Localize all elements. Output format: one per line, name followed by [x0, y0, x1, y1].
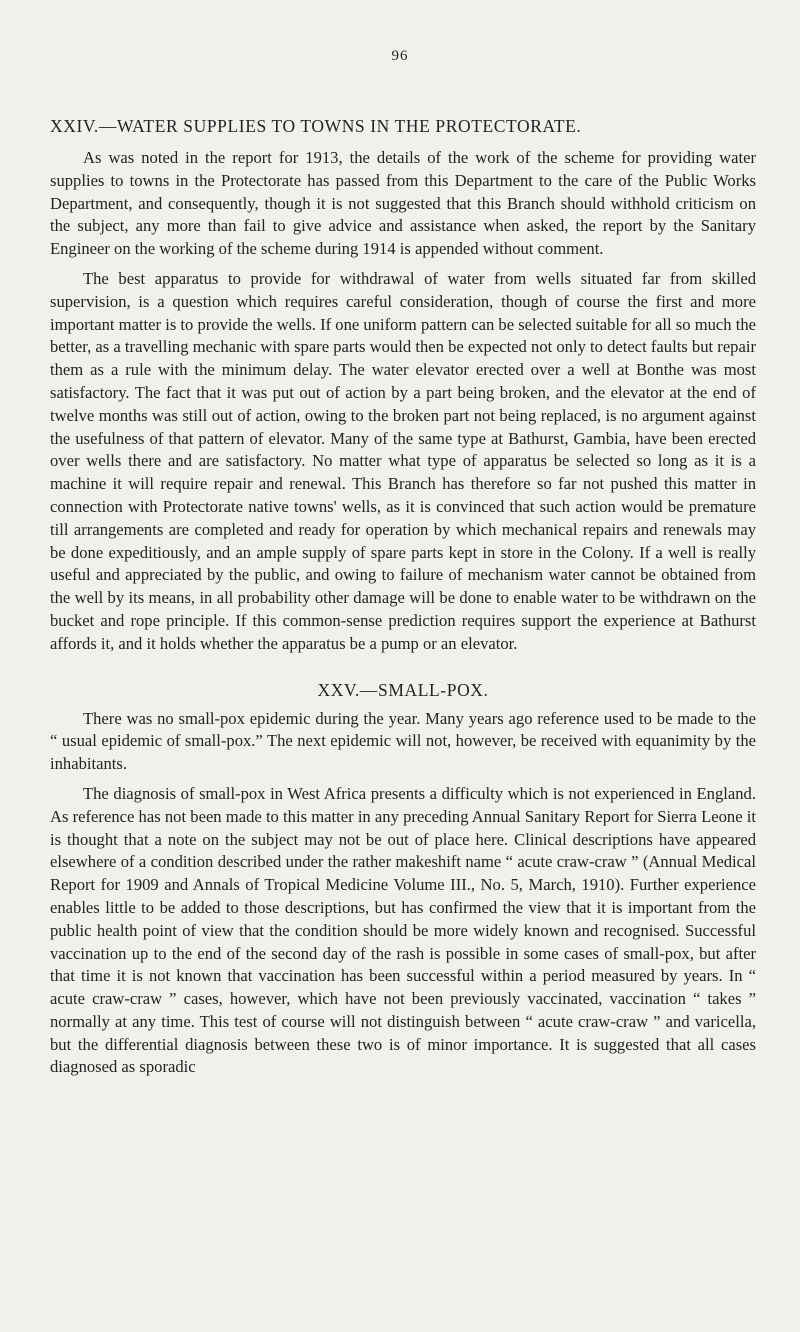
paragraph: As was noted in the report for 1913, the details of the work of the scheme for providing water supplies to towns in the Protectorate has passed from this Department to the care of the Public Works Department, and consequently, though it is not suggested that this Branch should withhold criticism on the subject, any more than fail to give advice and assistance when asked, the report by the Sanitary Engineer on the working of the scheme during 1914 is appended without comment.: [50, 148, 756, 259]
paragraph: The diagnosis of small-pox in West Africa presents a difficulty which is not experienced in England. As reference has not been made to this matter in any preceding Annual Sanitary Report for Sierra Leone it is thought that a note on the subject may not be out of place here. Clinical descriptions have appeared elsewhere of a condition described under the rather makeshift name “ acute craw-craw ” (Annual Medical Report for 1909 and Annals of Tropical Medicine Volume III., No. 5, March, 1910). Further experience enables little to be added to those descriptions, but has confirmed the view that it is important from the public health point of view that the condition should be more widely known and recognised. Successful vaccination up to the end of the second day of the rash is possible in some cases of small-pox, but after that time it is not known that vaccination has been successful within a period measured by years. In “ acute craw-craw ” cases, however, which have not been previously vaccinated, vaccination “ takes ” normally at any time. This test of course will not distinguish between “ acute craw-craw ” and varicella, but the differential diagnosis between these two is of minor importance. It is suggested that all cases diagnosed as sporadic: [50, 783, 756, 1077]
page-body: [50, 116, 756, 1079]
paragraph: The best apparatus to provide for withdrawal of water from wells situated far from skilled supervision, is a question which requires careful consideration, though of course the first and more important matter is to provide the wells. If one uniform pattern can be selected suitable for all so much the better, as a travelling mechanic with spare parts would then be expected not only to detect faults but repair them as a rule with the minimum delay. The water elevator erected over a well at Bonthe was most satisfactory. The fact that it was put out of action by a part being broken, and the elevator at the end of twelve months was still out of action, owing to the broken part not being replaced, is no argument against the usefulness of that pattern of elevator. Many of the same type at Bathurst, Gambia, have been erected over wells there and are satisfactory. No matter what type of apparatus be selected so long as it is a machine it will require repair and renewal. This Branch has therefore so far not pushed this matter in connection with Protectorate native towns' wells, as it is convinced that such action would be premature till arrangements are completed and ready for operation by which mechanical repairs and renewals may be done expeditiously, and an ample supply of spare parts kept in store in the Colony. If a well is really useful and appreciated by the public, and owing to failure of mechanism water cannot be obtained from the well by its means, in all probability other damage will be done to enable water to be withdrawn on the bucket and rope principle. If this common-sense prediction requires support the experience at Bathurst affords it, and it holds whether the apparatus be a pump or an elevator.: [50, 268, 756, 653]
page-number: 96: [391, 48, 409, 64]
section-small-pox: [50, 680, 756, 1080]
paragraph: There was no small-pox epidemic during the year. Many years ago reference used to be made to the “ usual epidemic of small-pox.” The next epidemic will not, however, be received with equanimity by the inhabitants.: [50, 708, 756, 774]
section-heading: XXV.—SMALL-POX.: [317, 679, 489, 700]
section-heading: XXIV.—WATER SUPPLIES TO TOWNS IN THE PROTECTORATE.: [50, 116, 582, 136]
section-water-supplies: [50, 116, 756, 656]
